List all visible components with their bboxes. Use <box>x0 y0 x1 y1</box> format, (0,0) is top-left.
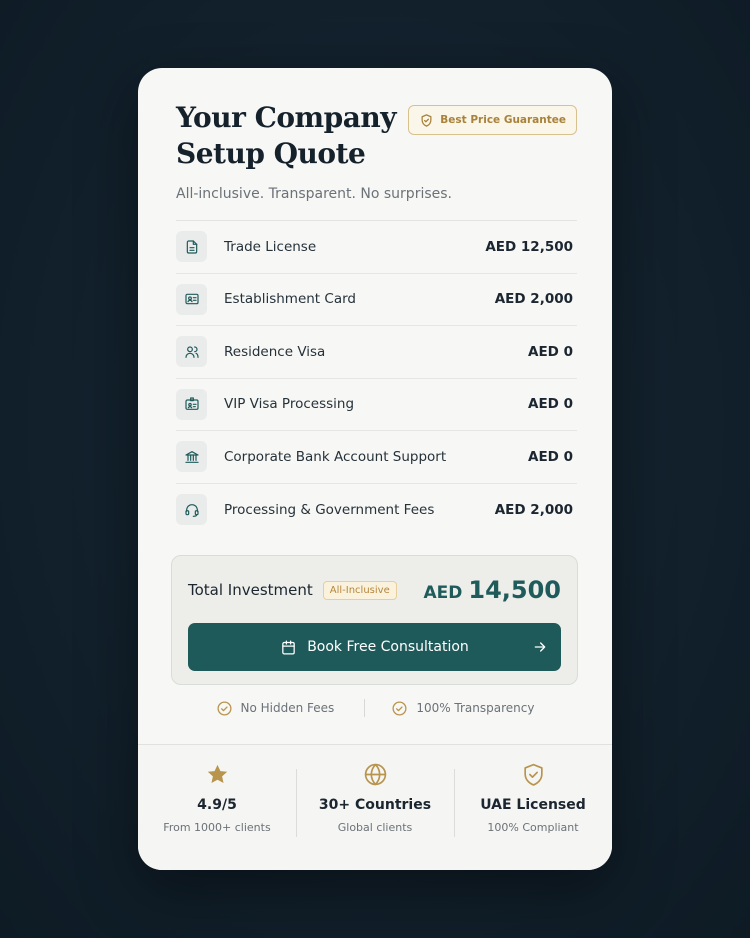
list-item <box>176 326 577 379</box>
id-card-icon <box>176 284 207 315</box>
stat-caption: From 1000+ clients <box>163 821 271 834</box>
assurance-item <box>391 700 534 717</box>
list-item <box>176 484 577 537</box>
list-item <box>176 379 577 432</box>
item-label: Establishment Card <box>224 291 356 308</box>
check-circle-icon <box>391 700 408 717</box>
total-amount <box>423 576 561 604</box>
check-circle-icon <box>216 700 233 717</box>
globe-icon <box>363 762 388 787</box>
stat-caption: Global clients <box>337 821 413 834</box>
assurance-label: No Hidden Fees <box>240 701 335 715</box>
item-label: Processing & Government Fees <box>224 501 435 518</box>
item-price: AED 0 <box>528 396 573 413</box>
assurance-row <box>138 699 612 717</box>
total-summary <box>171 555 578 685</box>
badge-card-icon <box>176 389 207 420</box>
arrow-right-icon <box>532 639 548 655</box>
stat-value: UAE Licensed <box>480 797 586 813</box>
users-icon <box>176 336 207 367</box>
item-label: Corporate Bank Account Support <box>224 448 447 465</box>
star-icon <box>205 762 230 787</box>
all-inclusive-pill: All-Inclusive <box>323 581 397 600</box>
item-price: AED 2,000 <box>494 501 573 518</box>
item-label: VIP Visa Processing <box>224 396 355 413</box>
stat-countries <box>296 745 454 870</box>
stat-rating <box>138 745 296 870</box>
divider <box>364 699 365 717</box>
total-currency: AED <box>423 583 463 603</box>
stat-licensed <box>454 745 612 870</box>
item-price: AED 2,000 <box>494 291 573 308</box>
item-label: Trade License <box>224 238 317 255</box>
book-consultation-button[interactable] <box>188 623 561 671</box>
quote-header <box>176 68 577 202</box>
list-item <box>176 221 577 274</box>
calendar-icon <box>280 639 297 656</box>
list-item <box>176 431 577 484</box>
best-price-badge <box>408 105 577 135</box>
total-label: Total Investment <box>188 581 313 599</box>
stat-value: 30+ Countries <box>318 797 432 813</box>
stat-caption: 100% Compliant <box>487 821 579 834</box>
page-title: Your Company Setup Quote <box>176 101 397 170</box>
badge-label: Best Price Guarantee <box>440 114 566 126</box>
item-price: AED 12,500 <box>485 238 573 255</box>
stats-footer <box>138 744 612 870</box>
line-item-list <box>176 221 577 536</box>
assurance-item <box>216 700 335 717</box>
total-value: 14,500 <box>468 576 561 604</box>
bank-icon <box>176 441 207 472</box>
book-consultation-label: Book Free Consultation <box>307 639 469 655</box>
document-icon <box>176 231 207 262</box>
list-item <box>176 274 577 327</box>
quote-card <box>138 68 612 870</box>
item-price: AED 0 <box>528 343 573 360</box>
headset-icon <box>176 494 207 525</box>
subtitle: All-inclusive. Transparent. No surprises. <box>176 186 452 202</box>
shield-check-icon <box>521 762 546 787</box>
item-price: AED 0 <box>528 448 573 465</box>
item-label: Residence Visa <box>224 343 326 360</box>
assurance-label: 100% Transparency <box>416 701 535 715</box>
stat-value: 4.9/5 <box>197 797 237 813</box>
shield-check-icon <box>419 113 434 128</box>
